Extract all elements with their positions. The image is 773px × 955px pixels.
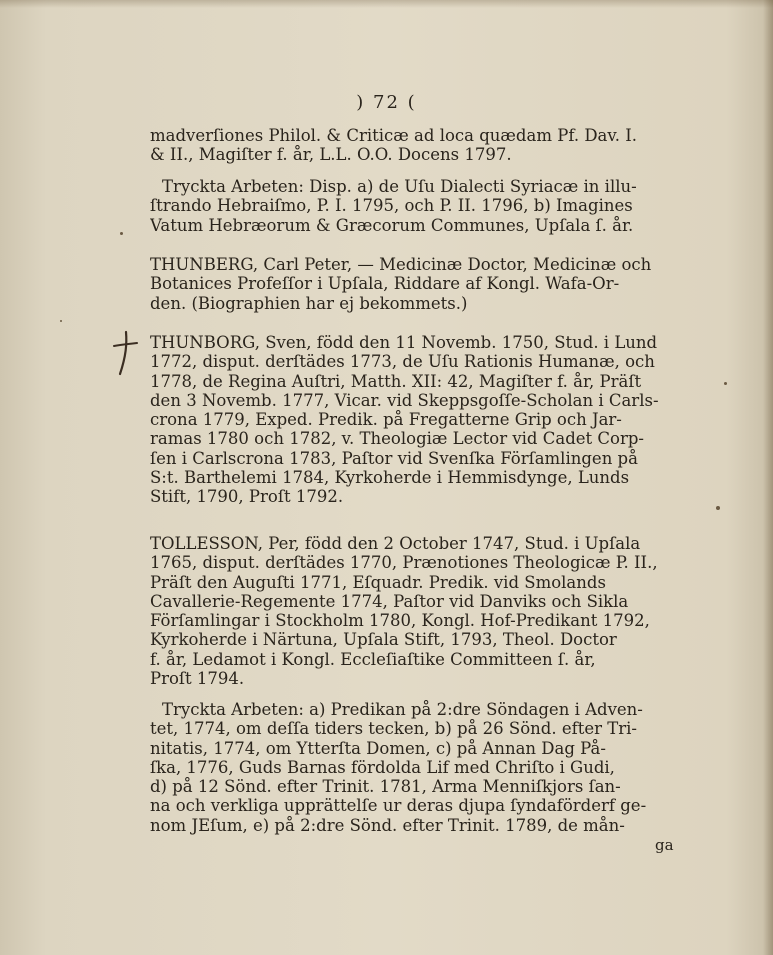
text-line: Stift, 1790, Proſt 1792. [150, 487, 344, 507]
entry-thunberg [150, 255, 682, 313]
text-line: Tryckta Arbeten: Disp. a) de Uſu Dialecti Syriacæ in illu- [162, 177, 637, 196]
text-line: Botanices Profeſſor i Upſala, Riddare af Kongl. Wafa-Or- [150, 274, 620, 294]
entry-tryckta-arbeten-2 [150, 700, 682, 835]
text-line: ramas 1780 och 1782, v. Theologiæ Lector vid Cadet Corp- [150, 429, 644, 449]
text-line: Tryckta Arbeten: a) Predikan på 2:dre Söndagen i Adven- [162, 700, 643, 719]
speck [120, 232, 123, 235]
text-line: na och verkliga upprättelſe ur deras djupa ſyndaförderf ge- [150, 796, 647, 816]
text-line: nom JEſum, e) på 2:dre Sönd. efter Trinit. 1789, de mån- [150, 815, 625, 835]
text-line: THUNBERG, Carl Peter, — Medicinæ Doctor, Medicinæ och [150, 255, 652, 274]
text-line: den. (Biographien har ej bekommets.) [150, 293, 468, 313]
page-number-header: ) 72 ( [356, 92, 417, 113]
text-line: madverſiones Philol. & Criticæ ad loca quædam Pf. Dav. I. [150, 126, 638, 145]
text-line: & II., Magiſter f. år, L.L. O.O. Docens 1797. [150, 145, 512, 165]
text-line: Präſt den Auguſti 1771, Eſquadr. Predik. vid Smolands [150, 572, 606, 592]
entry-thunborg [150, 333, 682, 507]
text-line: TOLLESSON, Per, född den 2 October 1747, Stud. i Upſala [150, 534, 641, 553]
entry-tryckta-arbeten-1 [150, 177, 682, 235]
text-line: den 3 Novemb. 1777, Vicar. vid Skeppsgoſſe-Scholan i Carls- [150, 390, 659, 410]
speck [60, 320, 62, 322]
text-line: d) på 12 Sönd. efter Trinit. 1781, Arma Menniſkjors ſan- [150, 777, 621, 797]
entry-tollesson [150, 534, 682, 688]
page-edge-shadow [763, 0, 773, 955]
text-line: crona 1779, Exped. Predik. på Fregatterne Grip och Jar- [150, 410, 622, 430]
text-line: 1778, de Regina Auſtri, Matth. XII: 42, Magiſter f. år, Präſt [150, 371, 642, 391]
text-line: THUNBORG, Sven, född den 11 Novemb. 1750, Stud. i Lund [150, 333, 658, 352]
text-line: tet, 1774, om deſſa tiders tecken, b) på 26 Sönd. efter Tri- [150, 719, 637, 739]
text-line: ſka, 1776, Guds Barnas fördolda Lif med Chriſto i Gudi, [150, 757, 615, 777]
text-line: Förſamlingar i Stockholm 1780, Kongl. Hof-Predikant 1792, [150, 611, 650, 631]
speck [724, 382, 727, 385]
page-top-shadow [0, 0, 773, 8]
entry-continuation [150, 126, 682, 165]
handwritten-margin-cross-icon [112, 330, 138, 376]
text-line: f. år, Ledamot i Kongl. Eccleſiaſtike Committeen ſ. år, [150, 649, 596, 669]
text-line: Proſt 1794. [150, 669, 245, 689]
text-line: ſtrando Hebraiſmo, P. I. 1795, och P. II. 1796, b) Imagines [150, 196, 633, 216]
text-line: 1765, disput. derſtädes 1770, Prænotiones Theologicæ P. II., [150, 553, 658, 573]
text-line: Vatum Hebræorum & Græcorum Communes, Upſala ſ. år. [150, 215, 634, 235]
speck [716, 506, 720, 510]
catchword: ga [655, 836, 674, 854]
text-line: Cavallerie-Regemente 1774, Paſtor vid Danviks och Sikla [150, 591, 629, 611]
text-line: nitatis, 1774, om Ytterſta Domen, c) på Annan Dag På- [150, 738, 606, 758]
text-line: ſen i Carlscrona 1783, Paſtor vid Svenſka Förſamlingen på [150, 448, 638, 468]
text-line: S:t. Barthelemi 1784, Kyrkoherde i Hemmisdynge, Lunds [150, 468, 630, 488]
text-line: Kyrkoherde i Närtuna, Upſala Stift, 1793, Theol. Doctor [150, 630, 617, 650]
text-line: 1772, disput. derſtädes 1773, de Uſu Rationis Humanæ, och [150, 352, 655, 372]
